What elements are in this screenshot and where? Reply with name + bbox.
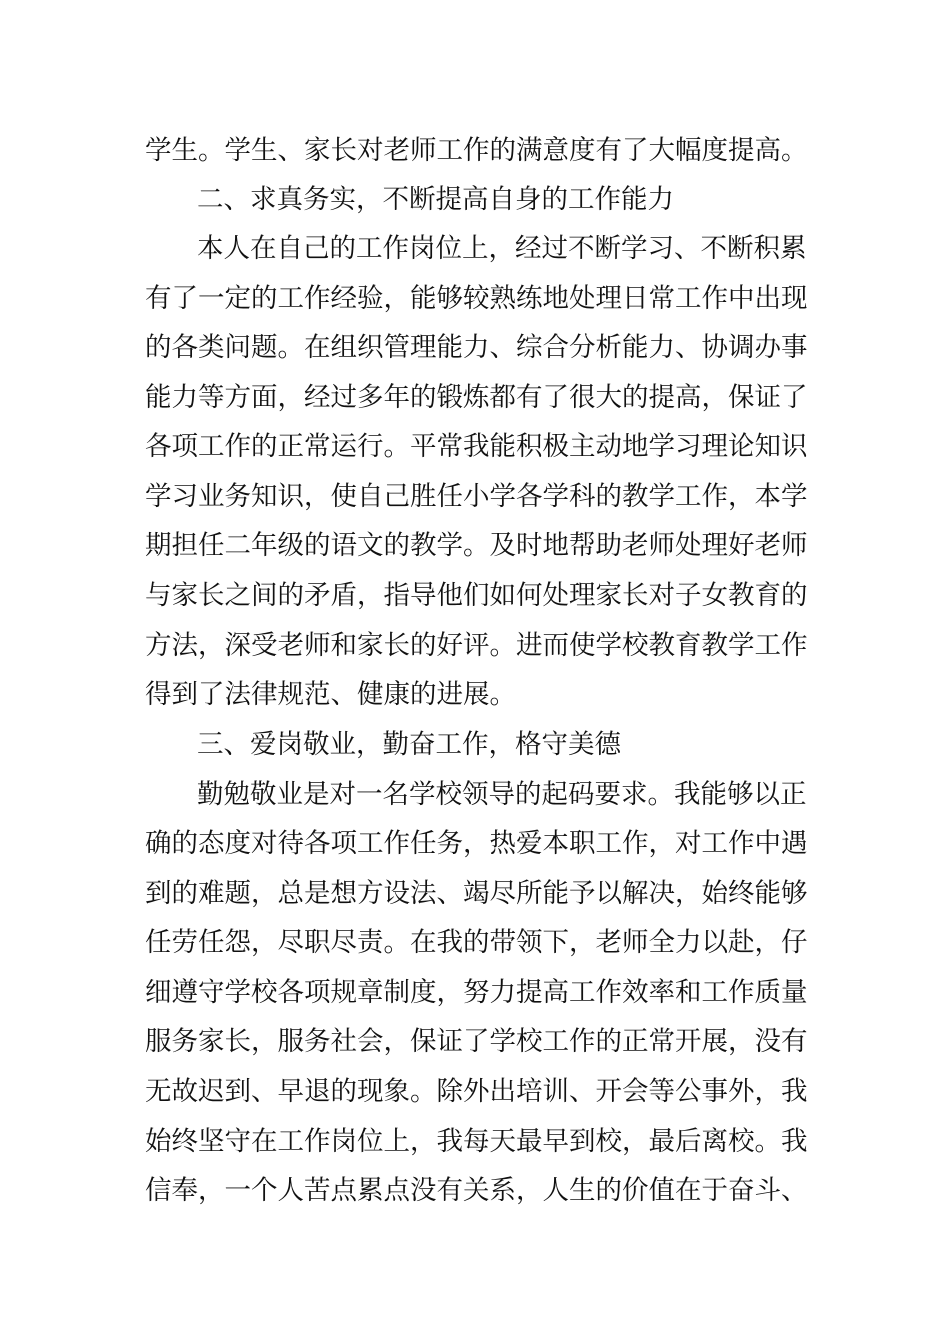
paragraph-line: 期担任二年级的语文的教学。及时地帮助老师处理好老师 [145, 530, 808, 561]
paragraph-line: 确的态度对待各项工作任务，热爱本职工作，对工作中遇 [145, 828, 808, 859]
paragraph-line: 各项工作的正常运行。平常我能积极主动地学习理论知识 [145, 431, 808, 462]
paragraph-line: 细遵守学校各项规章制度，努力提高工作效率和工作质量 [145, 977, 808, 1008]
paragraph-line: 能力等方面，经过多年的锻炼都有了很大的提高，保证了 [145, 382, 808, 413]
text-line: 学生。学生、家长对老师工作的满意度有了大幅度提高。 [145, 135, 808, 166]
paragraph-line: 的各类问题。在组织管理能力、综合分析能力、协调办事 [145, 332, 808, 363]
paragraph-line: 信奉，一个人苦点累点没有关系，人生的价值在于奋斗、 [145, 1175, 808, 1206]
paragraph-line: 勤勉敬业是对一名学校领导的起码要求。我能够以正 [197, 779, 807, 810]
paragraph-line: 服务家长，服务社会，保证了学校工作的正常开展，没有 [145, 1026, 808, 1057]
section-heading: 二、求真务实，不断提高自身的工作能力 [197, 184, 674, 215]
paragraph-line: 得到了法律规范、健康的进展。 [145, 679, 516, 710]
paragraph-line: 学习业务知识，使自己胜任小学各学科的教学工作，本学 [145, 481, 808, 512]
paragraph-line: 始终坚守在工作岗位上，我每天最早到校，最后离校。我 [145, 1126, 808, 1157]
paragraph-line: 到的难题，总是想方设法、竭尽所能予以解决，始终能够 [145, 878, 808, 909]
paragraph-line: 无故迟到、早退的现象。除外出培训、开会等公事外，我 [145, 1076, 808, 1107]
paragraph-line: 与家长之间的矛盾，指导他们如何处理家长对子女教育的 [145, 580, 808, 611]
paragraph-line: 任劳任怨，尽职尽责。在我的带领下，老师全力以赴，仔 [145, 927, 808, 958]
paragraph-line: 有了一定的工作经验，能够较熟练地处理日常工作中出现 [145, 283, 808, 314]
section-heading: 三、爱岗敬业，勤奋工作，格守美德 [197, 729, 621, 760]
paragraph-line: 本人在自己的工作岗位上，经过不断学习、不断积累 [197, 233, 807, 264]
paragraph-line: 方法，深受老师和家长的好评。进而使学校教育教学工作 [145, 630, 808, 661]
